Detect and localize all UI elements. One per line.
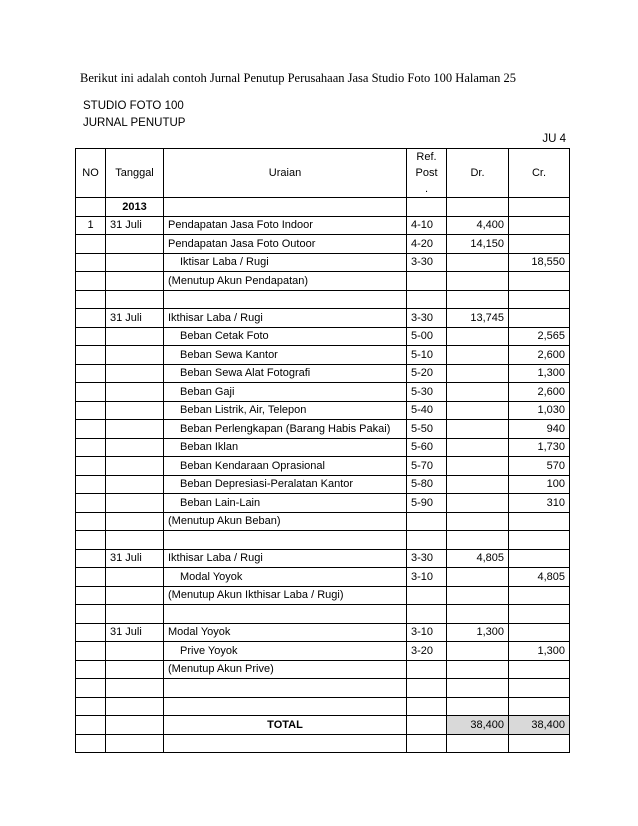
header-ref-line: Post [415,167,438,179]
cell-date [106,253,164,272]
cell-no [76,457,106,476]
cell-ref-post: 3-30 [407,309,447,328]
cell-credit [509,216,570,235]
cell-description [164,679,407,698]
cell-debit [447,531,509,550]
table-row [76,642,570,661]
cell-date [106,346,164,365]
cell-credit: 1,030 [509,401,570,420]
cell-credit: 1,300 [509,642,570,661]
cell-no [76,364,106,383]
cell-ref-post: 5-00 [407,327,447,346]
cell-ref-post [407,272,447,291]
cell-credit [509,309,570,328]
cell-ref-post [407,734,447,753]
cell-description: Beban Lain-Lain [164,494,407,513]
cell-description [164,198,407,217]
header-ref-line: . [424,183,429,195]
cell-description: (Menutup Akun Beban) [164,512,407,531]
cell-debit: 38,400 [447,716,509,735]
cell-ref-post [407,198,447,217]
table-row [76,216,570,235]
cell-description: Modal Yoyok [164,568,407,587]
company-name: STUDIO FOTO 100 [83,100,184,112]
cell-credit [509,586,570,605]
cell-debit [447,198,509,217]
cell-debit [447,401,509,420]
cell-date [106,383,164,402]
cell-credit: 18,550 [509,253,570,272]
cell-date [106,494,164,513]
document-title: JURNAL PENUTUP [83,117,186,129]
cell-description [164,697,407,716]
cell-credit [509,679,570,698]
cell-ref-post: 3-10 [407,623,447,642]
cell-date [106,642,164,661]
cell-description: TOTAL [164,716,407,735]
intro-text: Berikut ini adalah contoh Jurnal Penutup Perusahaan Jasa Studio Foto 100 Halaman 25 [80,71,517,85]
cell-debit [447,679,509,698]
cell-date [106,290,164,309]
cell-no [76,309,106,328]
header-date: Tanggal [106,149,164,198]
cell-no [76,642,106,661]
cell-description: Pendapatan Jasa Foto Indoor [164,216,407,235]
cell-credit: 940 [509,420,570,439]
cell-ref-post [407,697,447,716]
cell-ref-post [407,586,447,605]
cell-date [106,327,164,346]
cell-credit [509,605,570,624]
cell-credit [509,531,570,550]
cell-debit [447,586,509,605]
table-row [76,253,570,272]
cell-date: 2013 [106,198,164,217]
cell-ref-post: 5-50 [407,420,447,439]
cell-no [76,679,106,698]
cell-ref-post: 4-10 [407,216,447,235]
total-row [76,716,570,735]
cell-ref-post [407,660,447,679]
journal-code: JU 4 [542,133,566,145]
table-row [76,475,570,494]
cell-credit [509,549,570,568]
cell-no [76,198,106,217]
table-row [76,290,570,309]
cell-description: Beban Perlengkapan (Barang Habis Pakai) [164,420,407,439]
table-row [76,364,570,383]
cell-debit [447,364,509,383]
cell-date [106,679,164,698]
cell-no: 1 [76,216,106,235]
cell-no [76,660,106,679]
cell-debit [447,660,509,679]
cell-date [106,568,164,587]
cell-credit: 310 [509,494,570,513]
cell-no [76,327,106,346]
cell-no [76,383,106,402]
cell-description: Beban Listrik, Air, Telepon [164,401,407,420]
cell-debit [447,420,509,439]
table-row [76,420,570,439]
table-row [76,272,570,291]
table-row [76,512,570,531]
table-row [76,679,570,698]
cell-date [106,364,164,383]
cell-date [106,420,164,439]
table-row [76,198,570,217]
cell-date: 31 Juli [106,216,164,235]
cell-debit [447,512,509,531]
cell-credit [509,198,570,217]
table-row [76,309,570,328]
cell-debit [447,494,509,513]
cell-date [106,586,164,605]
cell-description: Iktisar Laba / Rugi [164,253,407,272]
cell-description [164,290,407,309]
cell-ref-post: 5-80 [407,475,447,494]
cell-description: Beban Sewa Kantor [164,346,407,365]
cell-ref-post: 5-20 [407,364,447,383]
header-ref-post [407,149,447,198]
cell-credit: 570 [509,457,570,476]
table-row [76,697,570,716]
cell-credit: 100 [509,475,570,494]
cell-date [106,475,164,494]
cell-debit [447,272,509,291]
cell-date [106,401,164,420]
header-no: NO [76,149,106,198]
cell-no [76,420,106,439]
cell-description: Beban Iklan [164,438,407,457]
cell-no [76,586,106,605]
cell-debit: 14,150 [447,235,509,254]
cell-description [164,605,407,624]
cell-description: Modal Yoyok [164,623,407,642]
cell-credit [509,512,570,531]
header-ref-line: Ref. [416,151,437,163]
cell-date [106,438,164,457]
header-description: Uraian [164,149,407,198]
cell-description: Pendapatan Jasa Foto Outoor [164,235,407,254]
cell-debit [447,605,509,624]
cell-ref-post [407,290,447,309]
cell-ref-post [407,679,447,698]
cell-description: Beban Sewa Alat Fotografi [164,364,407,383]
cell-no [76,605,106,624]
header-credit: Cr. [509,149,570,198]
cell-no [76,512,106,531]
cell-date [106,697,164,716]
cell-debit [447,327,509,346]
cell-date [106,660,164,679]
cell-ref-post: 5-40 [407,401,447,420]
cell-ref-post: 5-60 [407,438,447,457]
table-row [76,605,570,624]
cell-description: (Menutup Akun Prive) [164,660,407,679]
cell-date [106,457,164,476]
cell-date [106,272,164,291]
cell-date [106,531,164,550]
cell-ref-post: 3-30 [407,549,447,568]
cell-no [76,272,106,291]
cell-debit [447,383,509,402]
table-row [76,586,570,605]
cell-credit: 2,600 [509,383,570,402]
cell-no [76,549,106,568]
table-row [76,494,570,513]
cell-ref-post: 5-30 [407,383,447,402]
cell-date [106,512,164,531]
cell-debit [447,346,509,365]
table-row [76,327,570,346]
cell-credit [509,697,570,716]
cell-no [76,475,106,494]
cell-debit [447,457,509,476]
cell-description: Beban Kendaraan Oprasional [164,457,407,476]
cell-debit [447,568,509,587]
cell-ref-post: 5-10 [407,346,447,365]
cell-credit [509,272,570,291]
cell-debit: 4,400 [447,216,509,235]
table-row [76,660,570,679]
cell-no [76,346,106,365]
cell-debit [447,734,509,753]
cell-ref-post: 3-10 [407,568,447,587]
cell-no [76,697,106,716]
cell-description: Ikthisar Laba / Rugi [164,309,407,328]
cell-debit [447,475,509,494]
cell-credit [509,623,570,642]
table-row [76,438,570,457]
table-row [76,457,570,476]
cell-debit: 4,805 [447,549,509,568]
cell-debit [447,253,509,272]
table-row [76,568,570,587]
table-row [76,401,570,420]
cell-debit [447,290,509,309]
journal-table [75,148,570,753]
cell-credit: 1,300 [509,364,570,383]
cell-debit [447,642,509,661]
cell-date [106,605,164,624]
cell-debit: 13,745 [447,309,509,328]
cell-no [76,734,106,753]
cell-credit [509,660,570,679]
cell-credit [509,734,570,753]
cell-ref-post: 3-30 [407,253,447,272]
cell-debit: 1,300 [447,623,509,642]
cell-ref-post: 5-90 [407,494,447,513]
cell-description: (Menutup Akun Ikthisar Laba / Rugi) [164,586,407,605]
cell-no [76,494,106,513]
table-row [76,235,570,254]
cell-no [76,531,106,550]
cell-description [164,734,407,753]
cell-date [106,235,164,254]
header-debit: Dr. [447,149,509,198]
cell-no [76,253,106,272]
cell-ref-post: 3-20 [407,642,447,661]
cell-description: Beban Gaji [164,383,407,402]
cell-ref-post [407,716,447,735]
cell-no [76,438,106,457]
cell-no [76,401,106,420]
cell-credit: 2,600 [509,346,570,365]
cell-no [76,568,106,587]
cell-ref-post: 5-70 [407,457,447,476]
cell-description: (Menutup Akun Pendapatan) [164,272,407,291]
cell-credit [509,235,570,254]
cell-ref-post [407,531,447,550]
cell-ref-post [407,512,447,531]
table-row [76,346,570,365]
journal-body [76,198,570,753]
cell-credit [509,290,570,309]
table-row [76,734,570,753]
cell-date: 31 Juli [106,623,164,642]
cell-date: 31 Juli [106,549,164,568]
cell-credit: 1,730 [509,438,570,457]
table-row [76,531,570,550]
cell-description: Prive Yoyok [164,642,407,661]
table-header-row [76,149,570,198]
cell-no [76,623,106,642]
cell-description: Beban Depresiasi-Peralatan Kantor [164,475,407,494]
cell-credit: 38,400 [509,716,570,735]
cell-debit [447,438,509,457]
table-row [76,549,570,568]
cell-credit: 2,565 [509,327,570,346]
cell-description: Ikthisar Laba / Rugi [164,549,407,568]
cell-no [76,290,106,309]
cell-date: 31 Juli [106,309,164,328]
cell-description [164,531,407,550]
cell-debit [447,697,509,716]
table-row [76,623,570,642]
cell-date [106,734,164,753]
cell-ref-post: 4-20 [407,235,447,254]
cell-description: Beban Cetak Foto [164,327,407,346]
cell-date [106,716,164,735]
cell-no [76,235,106,254]
table-row [76,383,570,402]
cell-credit: 4,805 [509,568,570,587]
cell-no [76,716,106,735]
cell-ref-post [407,605,447,624]
